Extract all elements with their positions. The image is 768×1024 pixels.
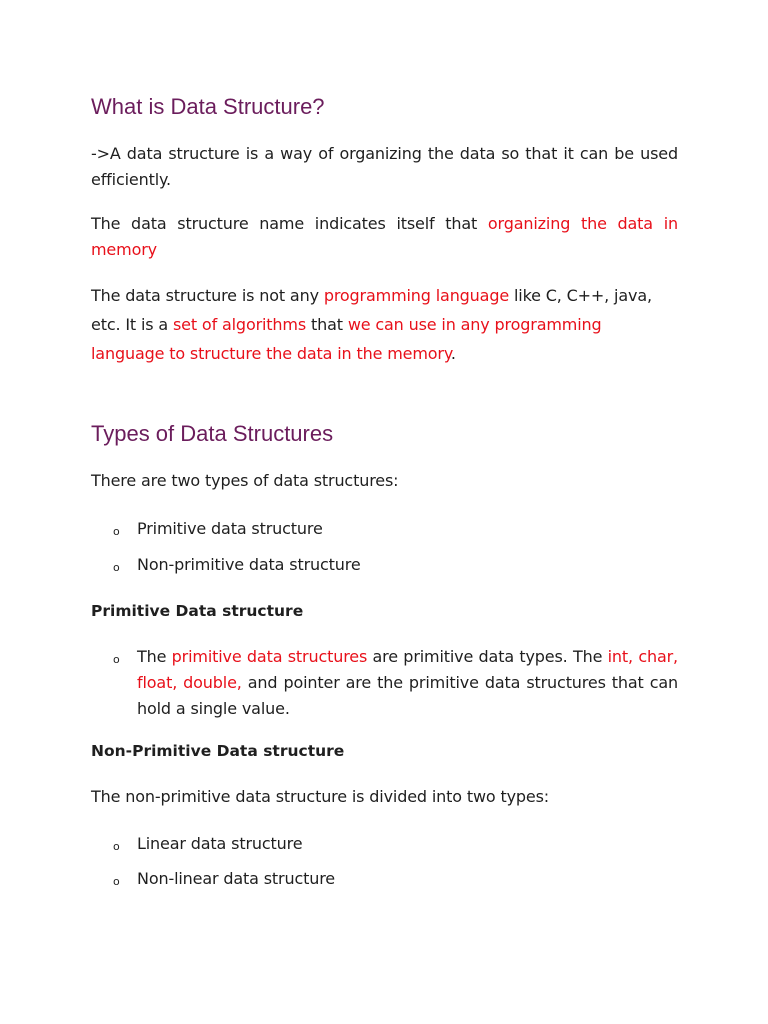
- text-span: The data structure name indicates itself that: [91, 214, 488, 233]
- list-item: [91, 644, 678, 722]
- definition-paragraph: ->A data structure is a way of organizing the data so that it can be used efficiently.: [91, 144, 678, 189]
- text-span: The data structure is not any: [91, 286, 324, 305]
- text-span: like C, C++, java, etc. It is a: [91, 286, 652, 334]
- heading-types-of-data-structures: Types of Data Structures: [91, 421, 334, 446]
- text-span: and pointer are the primitive data structures that can hold a single value.: [137, 673, 678, 718]
- list-item: [91, 552, 678, 578]
- non-primitive-intro-paragraph: The non-primitive data structure is divided into two types:: [91, 787, 550, 806]
- bullet-icon: o: [113, 653, 120, 666]
- list-item: [91, 866, 678, 892]
- list-item: [91, 831, 678, 857]
- not-a-language-paragraph: [91, 281, 678, 368]
- types-list: [91, 516, 678, 578]
- types-intro-paragraph: There are two types of data structures:: [91, 471, 399, 490]
- highlight-primitive-data-structures: primitive data structures: [171, 647, 368, 666]
- list-item-label: Linear data structure: [137, 834, 303, 853]
- highlight-programming-language: programming language: [323, 286, 510, 305]
- heading-what-is-data-structure: What is Data Structure?: [91, 94, 325, 119]
- heading-primitive-data-structure: Primitive Data structure: [91, 602, 304, 620]
- list-item-label: Non-linear data structure: [137, 869, 336, 888]
- primitive-list: [91, 644, 678, 722]
- bullet-icon: o: [113, 840, 120, 853]
- list-item-label: Non-primitive data structure: [137, 555, 361, 574]
- highlight-set-of-algorithms: set of algorithms: [172, 315, 307, 334]
- non-primitive-list: [91, 831, 678, 892]
- name-meaning-paragraph: [91, 211, 678, 263]
- list-item: [91, 516, 678, 542]
- text-span: The: [137, 647, 172, 666]
- bullet-icon: o: [113, 525, 120, 538]
- highlight-types: int, char, float, double,: [137, 647, 678, 692]
- highlight-use-in-any-language: we can use in any programming language to structure the data in the memory: [91, 315, 602, 363]
- bullet-icon: o: [113, 561, 120, 574]
- bullet-icon: o: [113, 875, 120, 888]
- list-item-label: Primitive data structure: [137, 519, 323, 538]
- text-span: are primitive data types. The: [367, 647, 608, 666]
- text-span: that: [306, 315, 348, 334]
- text-span: .: [450, 344, 456, 363]
- heading-non-primitive-data-structure: Non-Primitive Data structure: [91, 742, 345, 760]
- highlight-organizing: organizing the data in memory: [91, 214, 678, 259]
